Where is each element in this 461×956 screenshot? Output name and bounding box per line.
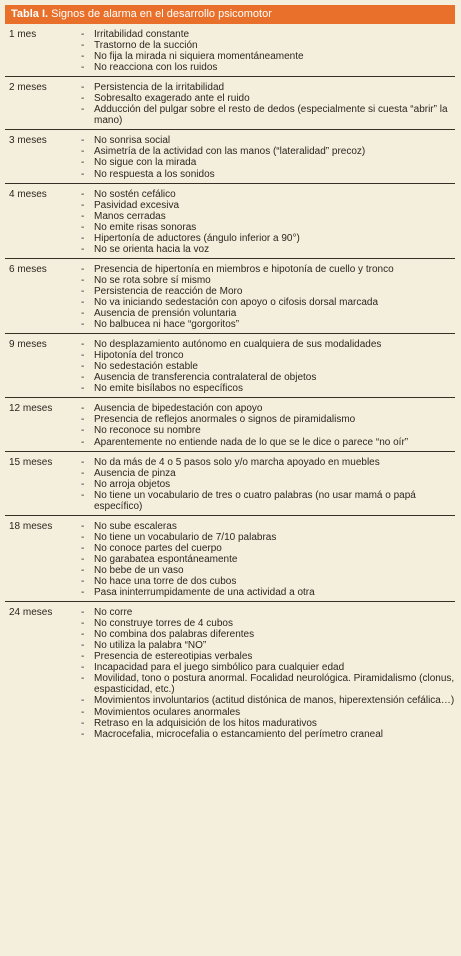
signs-list (81, 264, 455, 330)
sign-text: No hace una torre de dos cubos (94, 576, 237, 588)
bullet-dash: - (81, 489, 85, 501)
sign-item (81, 414, 455, 425)
table-row (5, 452, 455, 516)
sign-item (81, 200, 455, 211)
sign-text: No construye torres de 4 cubos (94, 618, 233, 630)
sign-text: No arroja objetos (94, 478, 171, 490)
sign-item (81, 576, 455, 587)
bullet-dash: - (81, 350, 85, 362)
bullet-dash: - (81, 243, 85, 255)
sign-item (81, 479, 455, 490)
signs-list (81, 403, 455, 447)
sign-text: Pasa ininterrumpidamente de una actividad a otra (94, 587, 315, 599)
bullet-dash: - (81, 210, 85, 222)
signs-list (81, 339, 455, 394)
bullet-dash: - (81, 695, 85, 707)
sign-text: No garabatea espontáneamente (94, 553, 238, 565)
bullet-dash: - (81, 263, 85, 275)
bullet-dash: - (81, 296, 85, 308)
age-cell: 9 meses (9, 339, 47, 351)
bullet-dash: - (81, 135, 85, 147)
sign-text: Adducción del pulgar sobre el resto de dedos (especialmente si cuesta “abrir” la mano) (94, 104, 448, 127)
sign-item (81, 554, 455, 565)
bullet-dash: - (81, 339, 85, 351)
sign-item (81, 62, 455, 73)
age-cell: 2 meses (9, 82, 47, 94)
bullet-dash: - (81, 542, 85, 554)
age-cell: 3 meses (9, 135, 47, 147)
bullet-dash: - (81, 651, 85, 663)
signs-list (81, 521, 455, 598)
sign-text: Persistencia de la irritabilidad (94, 82, 225, 94)
signs-list (81, 189, 455, 255)
bullet-dash: - (81, 168, 85, 180)
alarm-signs-table (5, 5, 455, 743)
bullet-dash: - (81, 478, 85, 490)
sign-item (81, 425, 455, 436)
table-title-label: Tabla I. (11, 8, 49, 20)
sign-item (81, 607, 455, 618)
sign-item (81, 319, 455, 330)
signs-list (81, 457, 455, 512)
table-row (5, 259, 455, 334)
bullet-dash: - (81, 146, 85, 158)
sign-text: No emite risas sonoras (94, 221, 197, 233)
bullet-dash: - (81, 553, 85, 565)
bullet-dash: - (81, 587, 85, 599)
sign-text: No balbucea ni hace “gorgoritos” (94, 319, 240, 331)
bullet-dash: - (81, 51, 85, 63)
sign-item (81, 308, 455, 319)
bullet-dash: - (81, 607, 85, 619)
sign-item (81, 93, 455, 104)
sign-item (81, 275, 455, 286)
bullet-dash: - (81, 40, 85, 52)
age-cell: 18 meses (9, 520, 53, 532)
bullet-dash: - (81, 62, 85, 74)
age-cell: 24 meses (9, 607, 53, 619)
bullet-dash: - (81, 629, 85, 641)
bullet-dash: - (81, 93, 85, 105)
sign-item (81, 457, 455, 468)
sign-item (81, 673, 455, 695)
sign-item (81, 157, 455, 168)
bullet-dash: - (81, 456, 85, 468)
bullet-dash: - (81, 564, 85, 576)
sign-text: No va iniciando sedestación con apoyo o cifosis dorsal marcada (94, 296, 379, 308)
bullet-dash: - (81, 414, 85, 426)
sign-item (81, 629, 455, 640)
age-cell: 6 meses (9, 263, 47, 275)
sign-item (81, 244, 455, 255)
sign-item (81, 297, 455, 308)
sign-item (81, 729, 455, 740)
sign-text: Movilidad, tono o postura anormal. Focalidad neurológica. Piramidalismo (clonus, espasticidad, etc.) (94, 673, 455, 696)
sign-item (81, 350, 455, 361)
sign-item (81, 695, 455, 706)
sign-text: No desplazamiento autónomo en cualquiera de sus modalidades (94, 339, 382, 351)
sign-item (81, 587, 455, 598)
sign-text: No tiene un vocabulario de tres o cuatro palabras (no usar mamá o papá específico) (94, 489, 416, 512)
bullet-dash: - (81, 728, 85, 740)
bullet-dash: - (81, 673, 85, 685)
sign-text: Ausencia de pinza (94, 467, 176, 479)
sign-text: No tiene un vocabulario de 7/10 palabras (94, 531, 277, 543)
table-title-text: Signos de alarma en el desarrollo psicomotor (48, 8, 272, 20)
sign-item (81, 286, 455, 297)
table-row (5, 516, 455, 602)
bullet-dash: - (81, 383, 85, 395)
bullet-dash: - (81, 576, 85, 588)
sign-item (81, 565, 455, 576)
age-cell: 15 meses (9, 456, 53, 468)
sign-text: No reacciona con los ruidos (94, 62, 218, 74)
sign-item (81, 707, 455, 718)
table-title (5, 5, 455, 24)
signs-list (81, 82, 455, 126)
bullet-dash: - (81, 372, 85, 384)
sign-text: No bebe de un vaso (94, 564, 184, 576)
sign-text: No sube escaleras (94, 520, 177, 532)
sign-item (81, 372, 455, 383)
age-cell: 12 meses (9, 403, 53, 415)
bullet-dash: - (81, 618, 85, 630)
sign-item (81, 718, 455, 729)
sign-item (81, 339, 455, 350)
sign-item (81, 211, 455, 222)
table-row (5, 130, 455, 183)
sign-text: Retraso en la adquisición de los hitos madurativos (94, 717, 317, 729)
sign-text: Ausencia de transferencia contralateral de objetos (94, 372, 317, 384)
sign-text: Incapacidad para el juego simbólico para cualquier edad (94, 662, 345, 674)
sign-item (81, 135, 455, 146)
table-row (5, 77, 455, 130)
sign-text: Manos cerradas (94, 210, 166, 222)
bullet-dash: - (81, 232, 85, 244)
sign-text: Macrocefalia, microcefalia o estancamiento del perímetro craneal (94, 728, 384, 740)
bullet-dash: - (81, 199, 85, 211)
sign-item (81, 51, 455, 62)
bullet-dash: - (81, 403, 85, 415)
sign-text: No da más de 4 o 5 pasos solo y/o marcha apoyado en muebles (94, 456, 380, 468)
sign-text: Ausencia de bipedestación con apoyo (94, 403, 263, 415)
sign-item (81, 640, 455, 651)
sign-text: Hipertonía de aductores (ángulo inferior a 90°) (94, 232, 300, 244)
table-row (5, 398, 455, 451)
signs-list (81, 607, 455, 740)
sign-item (81, 222, 455, 233)
sign-item (81, 82, 455, 93)
bullet-dash: - (81, 436, 85, 448)
sign-text: No se orienta hacia la voz (94, 243, 210, 255)
sign-text: No combina dos palabras diferentes (94, 629, 255, 641)
sign-text: Movimientos oculares anormales (94, 706, 241, 718)
table-body (5, 24, 455, 743)
sign-item (81, 264, 455, 275)
sign-text: No fija la mirada ni siquiera momentáneamente (94, 51, 304, 63)
sign-text: No conoce partes del cuerpo (94, 542, 222, 554)
bullet-dash: - (81, 706, 85, 718)
sign-item (81, 29, 455, 40)
sign-text: Pasividad excesiva (94, 199, 180, 211)
bullet-dash: - (81, 29, 85, 40)
sign-item (81, 233, 455, 244)
sign-text: No se rota sobre sí mismo (94, 274, 211, 286)
table-row (5, 602, 455, 743)
sign-text: No sigue con la mirada (94, 157, 197, 169)
sign-item (81, 403, 455, 414)
age-cell: 1 mes (9, 29, 37, 40)
sign-text: No sedestación estable (94, 361, 198, 373)
sign-text: No corre (94, 607, 133, 619)
sign-text: Aparentemente no entiende nada de lo que se le dice o parece “no oír” (94, 436, 409, 448)
sign-item (81, 532, 455, 543)
bullet-dash: - (81, 188, 85, 200)
sign-item (81, 361, 455, 372)
bullet-dash: - (81, 221, 85, 233)
sign-text: Hipotonía del tronco (94, 350, 184, 362)
table-row (5, 24, 455, 77)
signs-list (81, 29, 455, 73)
sign-text: No sostén cefálico (94, 188, 176, 200)
sign-text: Movimientos involuntarios (actitud distónica de manos, hiperextensión cefálica…) (94, 695, 455, 707)
bullet-dash: - (81, 640, 85, 652)
bullet-dash: - (81, 285, 85, 297)
sign-text: Presencia de reflejos anormales o signos de piramidalismo (94, 414, 356, 426)
bullet-dash: - (81, 717, 85, 729)
sign-item (81, 40, 455, 51)
bullet-dash: - (81, 274, 85, 286)
sign-item (81, 490, 455, 512)
sign-text: Presencia de hipertonía en miembros e hipotonía de cuello y tronco (94, 263, 394, 275)
sign-text: Asimetría de la actividad con las manos (“lateralidad” precoz) (94, 146, 366, 158)
age-cell: 4 meses (9, 188, 47, 200)
sign-item (81, 437, 455, 448)
bullet-dash: - (81, 662, 85, 674)
sign-text: Presencia de estereotipias verbales (94, 651, 253, 663)
bullet-dash: - (81, 531, 85, 543)
sign-item (81, 104, 455, 126)
sign-text: No emite bisílabos no específicos (94, 383, 243, 395)
sign-text: No respuesta a los sonidos (94, 168, 215, 180)
sign-text: Sobresalto exagerado ante el ruido (94, 93, 250, 105)
bullet-dash: - (81, 319, 85, 331)
sign-item (81, 189, 455, 200)
bullet-dash: - (81, 467, 85, 479)
bullet-dash: - (81, 308, 85, 320)
sign-item (81, 662, 455, 673)
signs-list (81, 135, 455, 179)
sign-item (81, 521, 455, 532)
sign-item (81, 543, 455, 554)
sign-item (81, 146, 455, 157)
sign-item (81, 169, 455, 180)
sign-item (81, 468, 455, 479)
bullet-dash: - (81, 520, 85, 532)
sign-item (81, 618, 455, 629)
bullet-dash: - (81, 104, 85, 116)
sign-text: No sonrisa social (94, 135, 171, 147)
sign-text: Irritabilidad constante (94, 29, 190, 40)
sign-text: Persistencia de reacción de Moro (94, 285, 243, 297)
sign-item (81, 651, 455, 662)
sign-item (81, 383, 455, 394)
table-row (5, 184, 455, 259)
sign-text: No utiliza la palabra “NO” (94, 640, 207, 652)
sign-text: Trastorno de la succión (94, 40, 198, 52)
bullet-dash: - (81, 157, 85, 169)
bullet-dash: - (81, 361, 85, 373)
bullet-dash: - (81, 425, 85, 437)
sign-text: Ausencia de prensión voluntaria (94, 308, 237, 320)
sign-text: No reconoce su nombre (94, 425, 201, 437)
table-row (5, 334, 455, 398)
bullet-dash: - (81, 82, 85, 94)
